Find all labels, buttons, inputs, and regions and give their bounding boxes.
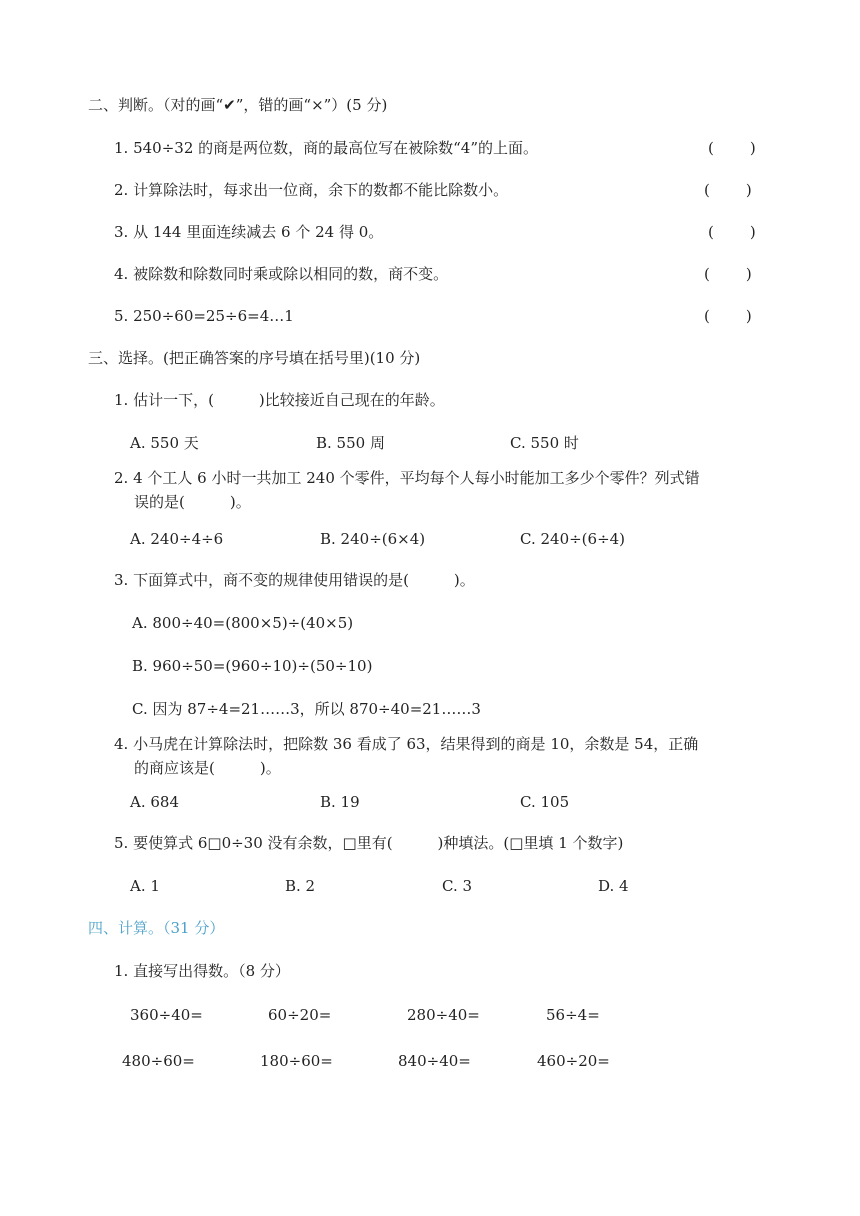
q1-option-b[interactable]: B. 550 周	[316, 434, 385, 452]
choice-q1: 1. 估计一下，( )比较接近自己现在的年龄。	[114, 391, 445, 409]
section-3-heading: 三、选择。(把正确答案的序号填在括号里)(10 分)	[88, 349, 421, 367]
judge-item-5: 5. 250÷60=25÷6=4…1	[114, 307, 294, 325]
q2-option-b[interactable]: B. 240÷(6×4)	[320, 530, 426, 548]
choice-q5: 5. 要使算式 6□0÷30 没有余数，□里有( )种填法。(□里填 1 个数字)	[114, 834, 624, 852]
paren-close: )	[745, 265, 752, 283]
q2-option-c[interactable]: C. 240÷(6÷4)	[520, 530, 626, 548]
q5-option-c[interactable]: C. 3	[442, 877, 473, 895]
paren-close: )	[749, 139, 756, 157]
calc-r1-c1: 360÷40=	[130, 1006, 203, 1024]
judge-item-2: 2. 计算除法时，每求出一位商，余下的数都不能比除数小。	[114, 181, 509, 199]
calc-r1-c2: 60÷20=	[268, 1006, 332, 1024]
calc-r2-c2: 180÷60=	[260, 1052, 333, 1070]
q4-option-c[interactable]: C. 105	[520, 793, 570, 811]
q3-option-c[interactable]: C. 因为 87÷4=21……3，所以 870÷40=21……3	[132, 700, 481, 718]
calc-r1-c4: 56÷4=	[546, 1006, 600, 1024]
calc-r2-c4: 460÷20=	[537, 1052, 610, 1070]
paren-open: (	[708, 223, 714, 241]
q3-option-a[interactable]: A. 800÷40=(800×5)÷(40×5)	[132, 614, 354, 632]
calc-r1-c3: 280÷40=	[407, 1006, 480, 1024]
q4-option-b[interactable]: B. 19	[320, 793, 360, 811]
choice-q3: 3. 下面算式中，商不变的规律使用错误的是( )。	[114, 571, 475, 589]
judge-item-3: 3. 从 144 里面连续减去 6 个 24 得 0。	[114, 223, 384, 241]
paren-open: (	[704, 307, 710, 325]
paren-open: (	[708, 139, 714, 157]
choice-q4-line2: 的商应该是( )。	[134, 759, 281, 777]
calc-r2-c3: 840÷40=	[398, 1052, 471, 1070]
paren-close: )	[749, 223, 756, 241]
paren-close: )	[745, 307, 752, 325]
choice-q2-line1: 2. 4 个工人 6 小时一共加工 240 个零件，平均每个人每小时能加工多少个零件？列式错	[114, 469, 700, 487]
section-2-heading: 二、判断。（对的画“✔”，错的画“×”）(5 分)	[88, 96, 388, 114]
answer-blank-3[interactable]	[708, 222, 756, 242]
q5-option-b[interactable]: B. 2	[285, 877, 316, 895]
q5-option-d[interactable]: D. 4	[598, 877, 629, 895]
q1-option-c[interactable]: C. 550 时	[510, 434, 579, 452]
choice-q4-line1: 4. 小马虎在计算除法时，把除数 36 看成了 63，结果得到的商是 10，余数是 54，正确	[114, 735, 699, 753]
answer-blank-4[interactable]	[704, 264, 752, 284]
paren-open: (	[704, 265, 710, 283]
paren-close: )	[745, 181, 752, 199]
q2-option-a[interactable]: A. 240÷4÷6	[130, 530, 224, 548]
answer-blank-1[interactable]	[708, 138, 756, 158]
judge-item-4: 4. 被除数和除数同时乘或除以相同的数，商不变。	[114, 265, 449, 283]
q5-option-a[interactable]: A. 1	[130, 877, 160, 895]
answer-blank-2[interactable]	[704, 180, 752, 200]
q4-option-a[interactable]: A. 684	[130, 793, 179, 811]
judge-item-1: 1. 540÷32 的商是两位数，商的最高位写在被除数“4”的上面。	[114, 139, 539, 157]
q3-option-b[interactable]: B. 960÷50=(960÷10)÷(50÷10)	[132, 657, 373, 675]
choice-q2-line2: 误的是( )。	[134, 493, 251, 511]
section-4-heading: 四、计算。（31 分）	[88, 919, 225, 937]
answer-blank-5[interactable]	[704, 306, 752, 326]
calc-r2-c1: 480÷60=	[122, 1052, 195, 1070]
q1-option-a[interactable]: A. 550 天	[130, 434, 199, 452]
calc-subheading-1: 1. 直接写出得数。（8 分）	[114, 962, 290, 980]
paren-open: (	[704, 181, 710, 199]
